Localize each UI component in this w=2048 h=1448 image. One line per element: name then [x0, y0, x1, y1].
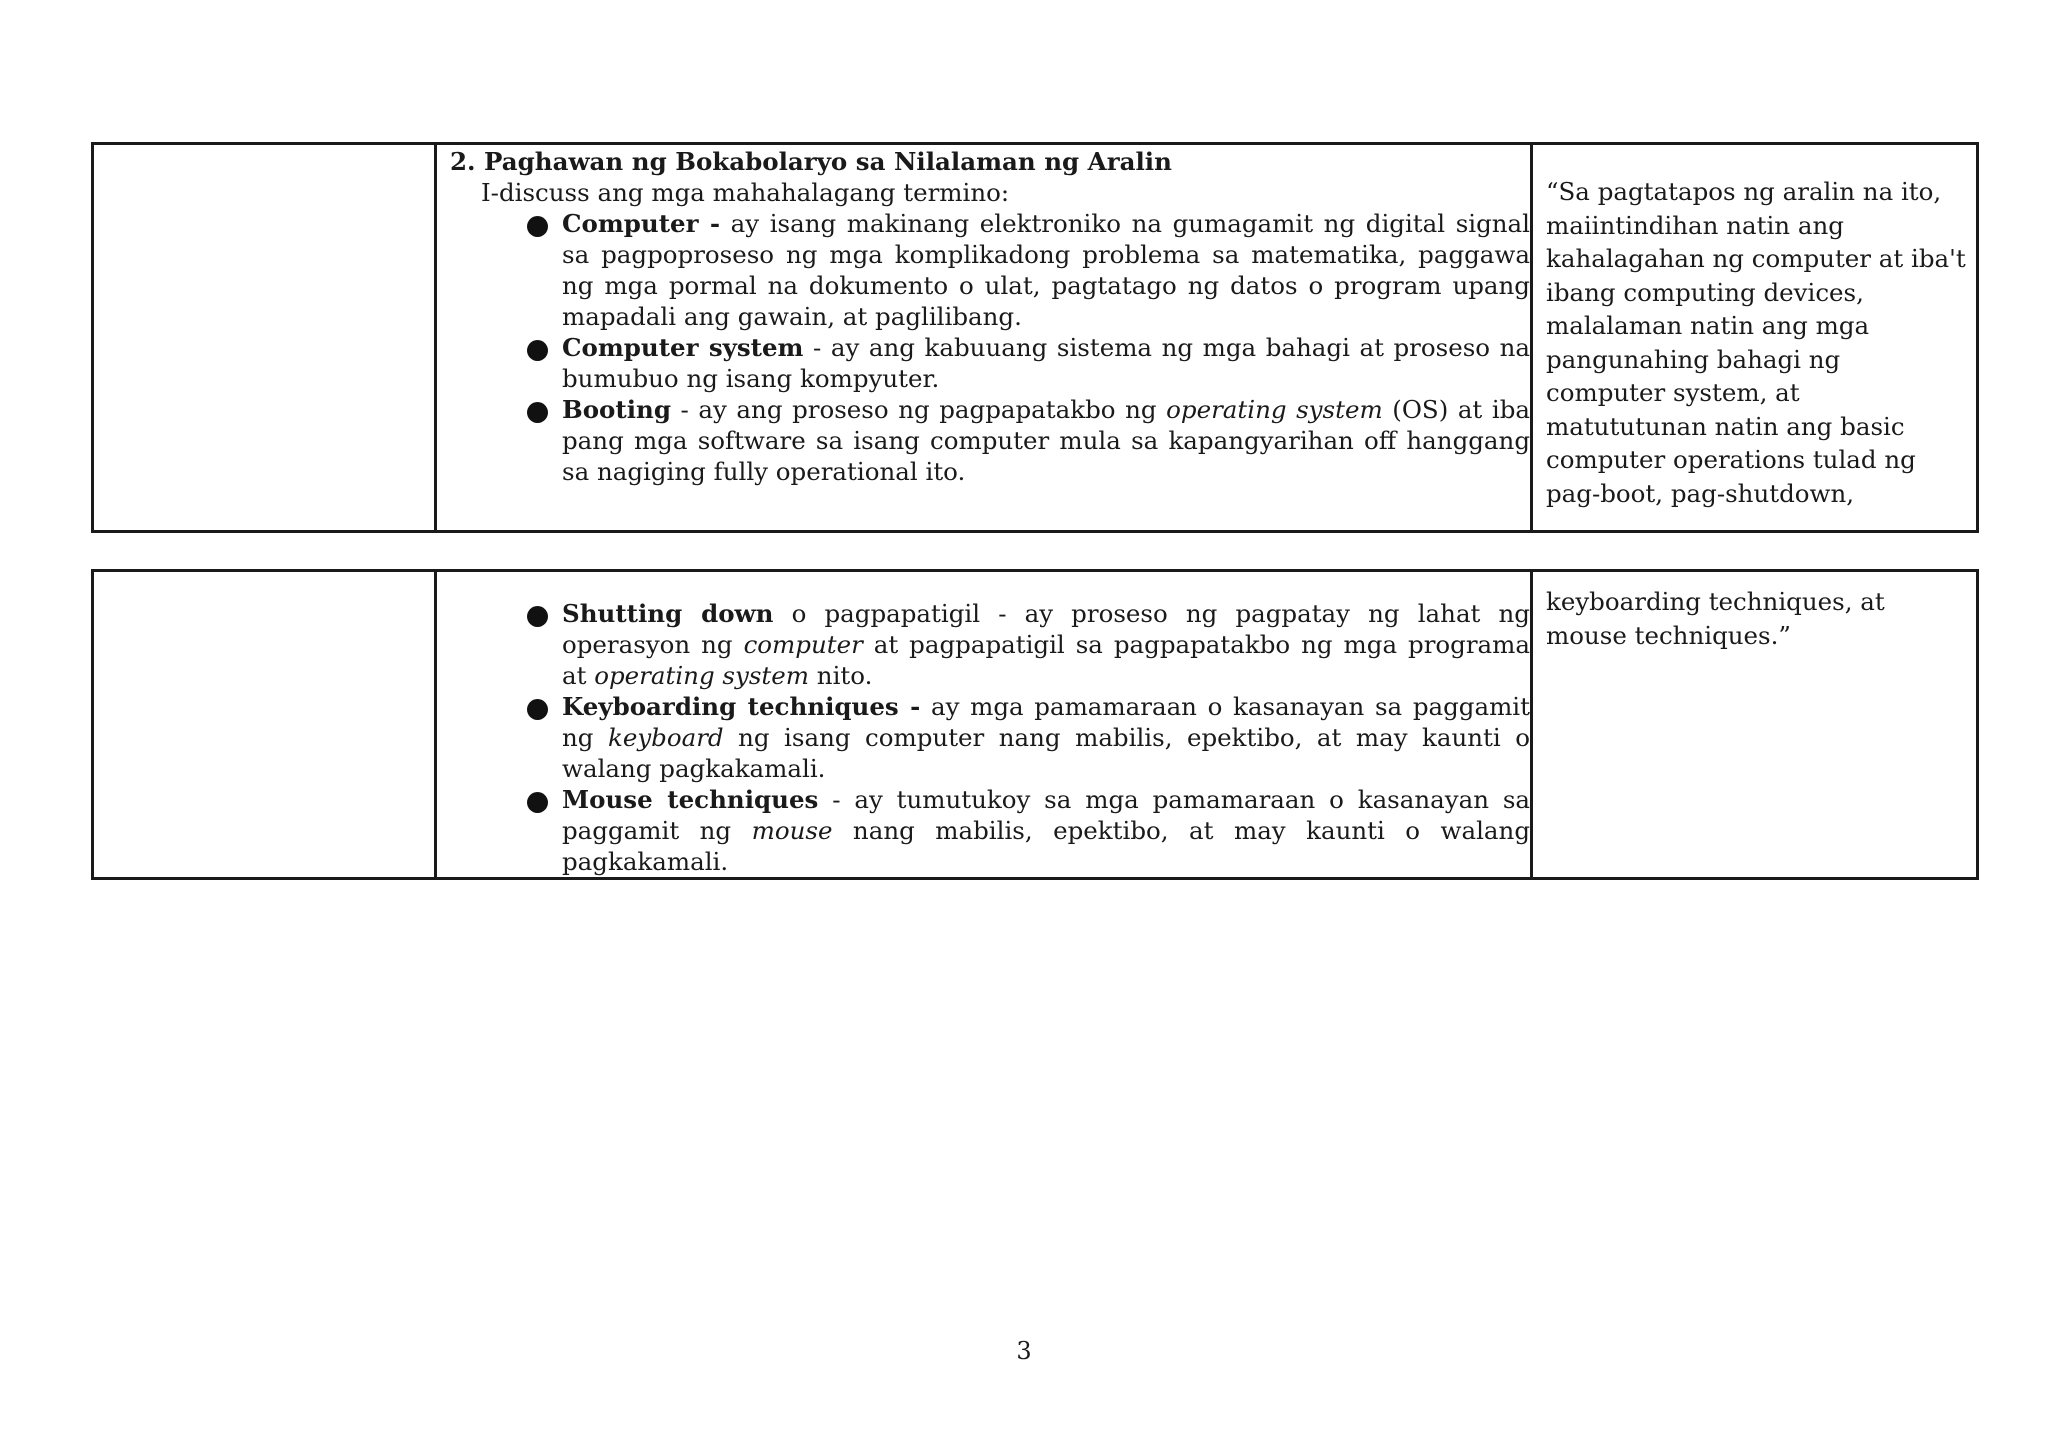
term-emphasis: operating system — [594, 661, 809, 690]
term-definition: o pagpapatigil - ay proseso ng pagpatay ng lahat ng operasyon ng — [562, 599, 1530, 659]
objective-cell — [1532, 144, 1978, 532]
table-row — [93, 144, 1978, 532]
objective-text-continued: keyboarding techniques, at mouse techniques.” — [1546, 587, 1885, 650]
list-item — [527, 784, 1530, 877]
section-number: 2. — [450, 147, 476, 176]
term-name: Mouse techniques — [562, 785, 819, 814]
objective-cell — [1532, 571, 1978, 879]
term-definition: ay mga pamamaraan o kasanayan sa paggamit ng — [562, 692, 1530, 752]
bullet-icon — [527, 792, 548, 813]
term-emphasis: mouse — [751, 816, 833, 845]
bullet-icon — [527, 340, 548, 361]
bullet-icon — [527, 216, 548, 237]
table-row — [93, 571, 1978, 879]
empty-cell — [93, 571, 436, 879]
bullet-icon — [527, 402, 548, 423]
bullet-icon — [527, 606, 548, 627]
objective-text: “Sa pagtatapos ng aralin na ito, maiintindihan natin ang kahalagahan ng computer at iba't ibang computing devices, malalaman natin ang mga pangunahing bahagi ng computer system, at matututunan natin ang basic computer operations tulad ng pag-boot, pag-shutdown, — [1546, 177, 1966, 508]
section-title: Paghawan ng Bokabolaryo sa Nilalaman ng Aralin — [484, 147, 1172, 176]
lesson-table-1 — [91, 142, 1979, 533]
term-list — [437, 598, 1530, 877]
term-name: Shutting down — [562, 599, 774, 628]
bullet-icon — [527, 699, 548, 720]
term-emphasis: operating system — [1166, 395, 1383, 424]
term-list — [437, 208, 1530, 487]
term-definition: ng isang computer nang mabilis, epektibo, at may kaunti o walang pagkakamali. — [562, 723, 1530, 783]
term-definition: - ay tumutukoy sa mga pamamaraan o kasanayan sa paggamit ng — [562, 785, 1531, 845]
term-definition: - ay ang kabuuang sistema ng mga bahagi at proseso na bumubuo ng isang kompyuter. — [562, 333, 1530, 393]
list-item — [527, 691, 1530, 784]
section-intro: I-discuss ang mga mahahalagang termino: — [481, 178, 1010, 207]
empty-cell — [93, 144, 436, 532]
term-emphasis: computer — [743, 630, 863, 659]
lesson-content-cell — [436, 571, 1532, 879]
term-definition: ay isang makinang elektroniko na gumagamit ng digital signal sa pagpoproseso ng mga komplikadong problema sa matematika, paggawa ng mga pormal na dokumento o ulat, pagtatago ng datos o program upang mapadali ang gawain, at paglilibang. — [562, 209, 1531, 331]
list-item — [527, 394, 1530, 487]
term-emphasis: keyboard — [607, 723, 724, 752]
list-item — [527, 208, 1530, 332]
term-definition: - ay ang proseso ng pagpapatakbo ng — [670, 395, 1167, 424]
list-item — [527, 332, 1530, 394]
lesson-content-cell — [436, 144, 1532, 532]
term-definition: nito. — [809, 661, 873, 690]
term-name: Booting — [562, 395, 671, 424]
term-definition: nang mabilis, epektibo, at may kaunti o walang pagkakamali. — [562, 816, 1531, 876]
list-item — [527, 598, 1530, 691]
term-definition: (OS) at iba pang mga software sa isang computer mula sa kapangyarihan off hanggang sa nagiging fully operational ito. — [562, 395, 1530, 486]
term-name: Computer system — [562, 333, 804, 362]
term-name: Computer - — [562, 209, 721, 238]
term-definition: at pagpapatigil sa pagpapatakbo ng mga programa at — [562, 630, 1530, 690]
lesson-table-2 — [91, 569, 1979, 880]
page-number: 3 — [1016, 1337, 1032, 1365]
section-heading — [437, 146, 1530, 177]
term-name: Keyboarding techniques - — [562, 692, 921, 721]
